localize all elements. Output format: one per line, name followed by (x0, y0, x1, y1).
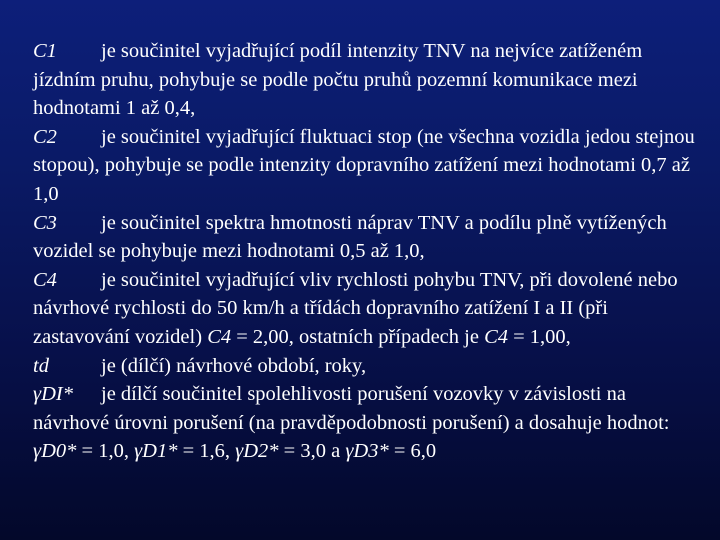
symbol-c1: C1 (33, 40, 57, 62)
gamma-d3-value: = 6,0 (388, 440, 437, 463)
symbol-gamma-di (33, 380, 101, 409)
definition-c4-text-1: je součinitel vyjadřující vliv rychlosti pohybu TNV, při dovolené nebo návrhové rychlosti do 50 km/h a třídách dopravního zatížení I a II (při zastavování vozidel) (33, 268, 678, 348)
definition-c1 (33, 37, 698, 123)
definition-c4 (33, 266, 698, 352)
definition-c3 (33, 209, 698, 266)
gamma-d3-name: D3* (353, 440, 389, 463)
definition-c3-text: je součinitel spektra hmotnosti náprav TNV a podílu plně vytížených vozidel se pohybuje mezi hodnotami 0,5 až 1,0, (33, 211, 667, 263)
gamma-d1-value: = 1,6, (177, 440, 236, 463)
gamma-d0-symbol: γ (33, 440, 42, 463)
symbol-td: td (33, 354, 49, 377)
gamma-d1-symbol: γ (134, 440, 143, 463)
gamma-d3-symbol: γ (345, 440, 354, 463)
symbol-di-name: DI* (41, 383, 73, 406)
definition-c4-ref-1: C4 (207, 325, 232, 348)
gamma-d2-name: D2* (243, 440, 279, 463)
definition-c4-text-3: = 1,00, (508, 325, 571, 348)
definition-td (33, 352, 698, 381)
gamma-d0-value: = 1,0, (76, 440, 135, 463)
gamma-symbol: γ (33, 383, 42, 406)
definition-td-text: je (dílčí) návrhové období, roky, (101, 354, 367, 377)
definition-gamma-di (33, 380, 698, 466)
gamma-d2-symbol: γ (235, 440, 244, 463)
definitions-list (33, 37, 698, 466)
definition-c2 (33, 123, 698, 209)
symbol-c4: C4 (33, 268, 57, 291)
definition-c4-ref-2: C4 (484, 325, 508, 348)
symbol-c2: C2 (33, 125, 57, 148)
definition-gamma-di-text: je dílčí součinitel spolehlivosti porušení vozovky v závislosti na návrhové úrovni porušení (na pravděpodobnosti porušení) a dosahuje hodnot: (33, 383, 670, 434)
definition-c1-text: je součinitel vyjadřující podíl intenzity TNV na nejvíce zatíženém jízdním pruhu, pohybuje se podle počtu pruhů pozemní komunikace mezi hodnotami 1 až 0,4, (33, 40, 643, 120)
gamma-d0-name: D0* (41, 440, 77, 463)
gamma-d1-name: D1* (142, 440, 178, 463)
definition-c2-text: je součinitel vyjadřující fluktuaci stop (ne všechna vozidla jedou stejnou stopou), pohybuje se podle intenzity dopravního zatížení mezi hodnotami 0,7 až 1,0 (33, 125, 695, 205)
gamma-d2-value: = 3,0 a (278, 440, 346, 463)
definition-c4-text-2: = 2,00, ostatních případech je (231, 325, 485, 348)
symbol-c3: C3 (33, 211, 57, 234)
